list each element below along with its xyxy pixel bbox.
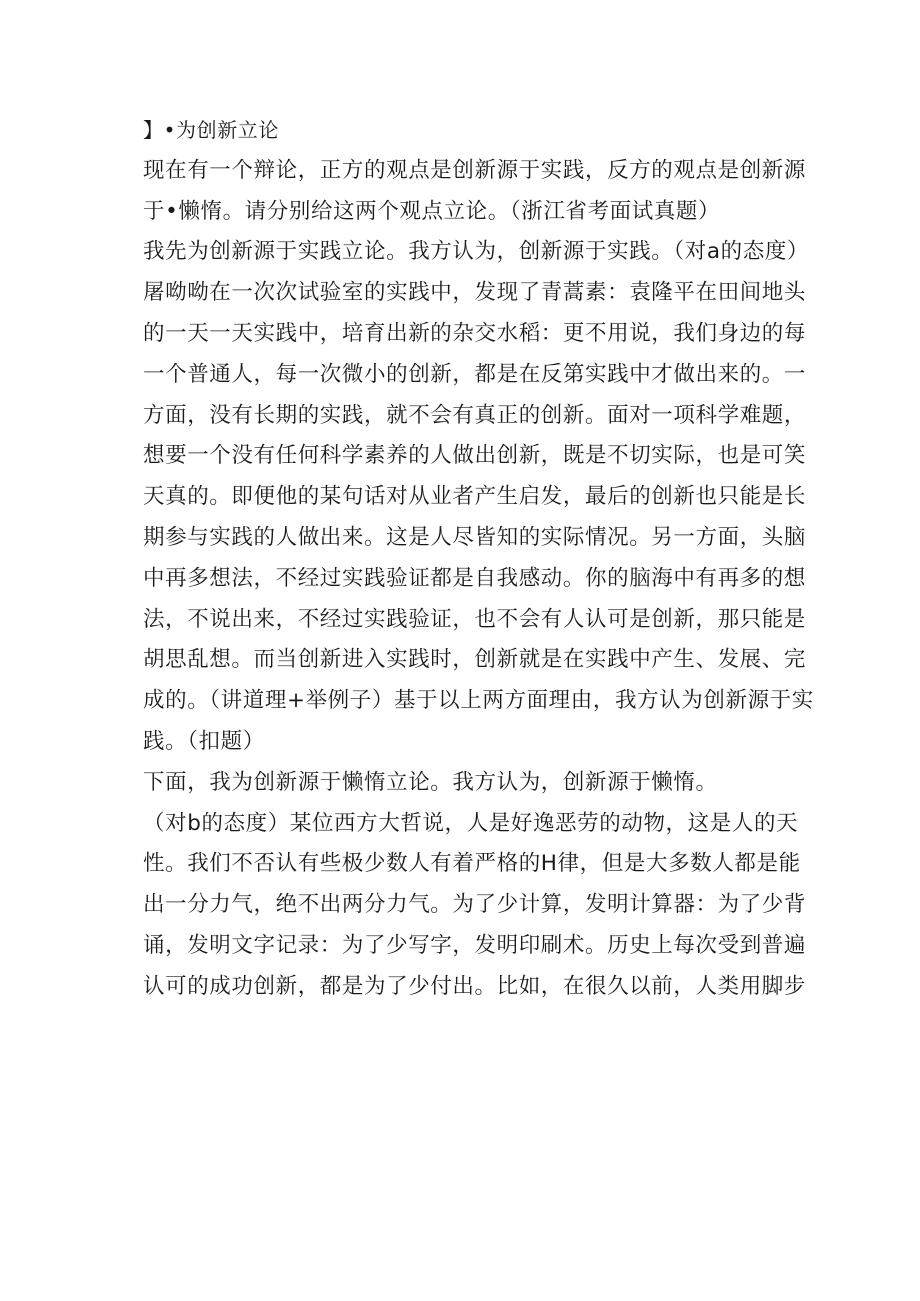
text-line-4: 屠呦呦在一次次试验室的实践中，发现了青蒿素：袁隆平在田间地头 xyxy=(143,280,807,306)
text-line-8: 想要一个没有任何科学素养的人做出创新，既是不切实际，也是可笑 xyxy=(143,443,807,469)
text-line-6: 一个普通人，每一次微小的创新，都是在反第实践中才做出来的。一 xyxy=(143,361,807,387)
text-line-14: 成的。（讲道理+举例子）基于以上两方面理由，我方认为创新源于实 xyxy=(143,688,814,714)
text-line-19: 出一分力气，绝不出两分力气。为了少计算，发明计算器：为了少背 xyxy=(143,892,807,918)
text-line-3: 我先为创新源于实践立论。我方认为，创新源于实践。（对a的态度） xyxy=(143,239,810,265)
document-body xyxy=(143,110,814,1008)
text-line-5: 的一天一天实践中，培育出新的杂交水稻：更不用说，我们身边的每 xyxy=(143,320,807,346)
text-line-20: 诵，发明文字记录：为了少写字，发明印刷术。历史上每次受到普遍 xyxy=(143,932,807,958)
text-line-17: （对b的态度）某位西方大哲说，人是好逸恶劳的动物，这是人的天 xyxy=(143,810,799,836)
text-line-9: 天真的。即便他的某句话对从业者产生启发，最后的创新也只能是长 xyxy=(143,484,807,510)
text-line-18: 性。我们不否认有些极少数人有着严格的H律，但是大多数人都是能 xyxy=(143,851,801,877)
text-line-1: 现在有一个辩论，正方的观点是创新源于实践，反方的观点是创新源 xyxy=(143,157,807,183)
text-line-13: 胡思乱想。而当创新进入实践时，创新就是在实践中产生、发展、完 xyxy=(143,647,807,673)
text-line-2: 于•懒惰。请分别给这两个观点立论。（浙江省考面试真题） xyxy=(143,198,721,224)
text-line-7: 方面，没有长期的实践，就不会有真正的创新。面对一项科学难题， xyxy=(143,402,807,428)
text-line-21: 认可的成功创新，都是为了少付出。比如，在很久以前，人类用脚步 xyxy=(143,973,807,999)
text-line-16: 下面，我为创新源于懒惰立论。我方认为，创新源于懒惰。 xyxy=(143,769,718,795)
text-line-15: 践。（扣题） xyxy=(143,728,265,754)
text-line-12: 法，不说出来，不经过实践验证，也不会有人认可是创新，那只能是 xyxy=(143,606,807,632)
text-line-10: 期参与实践的人做出来。这是人尽皆知的实际情况。另一方面，头脑 xyxy=(143,524,807,550)
document-title: 】•为创新立论 xyxy=(143,118,279,142)
text-line-11: 中再多想法，不经过实践验证都是自我感动。你的脑海中有再多的想 xyxy=(143,565,807,591)
